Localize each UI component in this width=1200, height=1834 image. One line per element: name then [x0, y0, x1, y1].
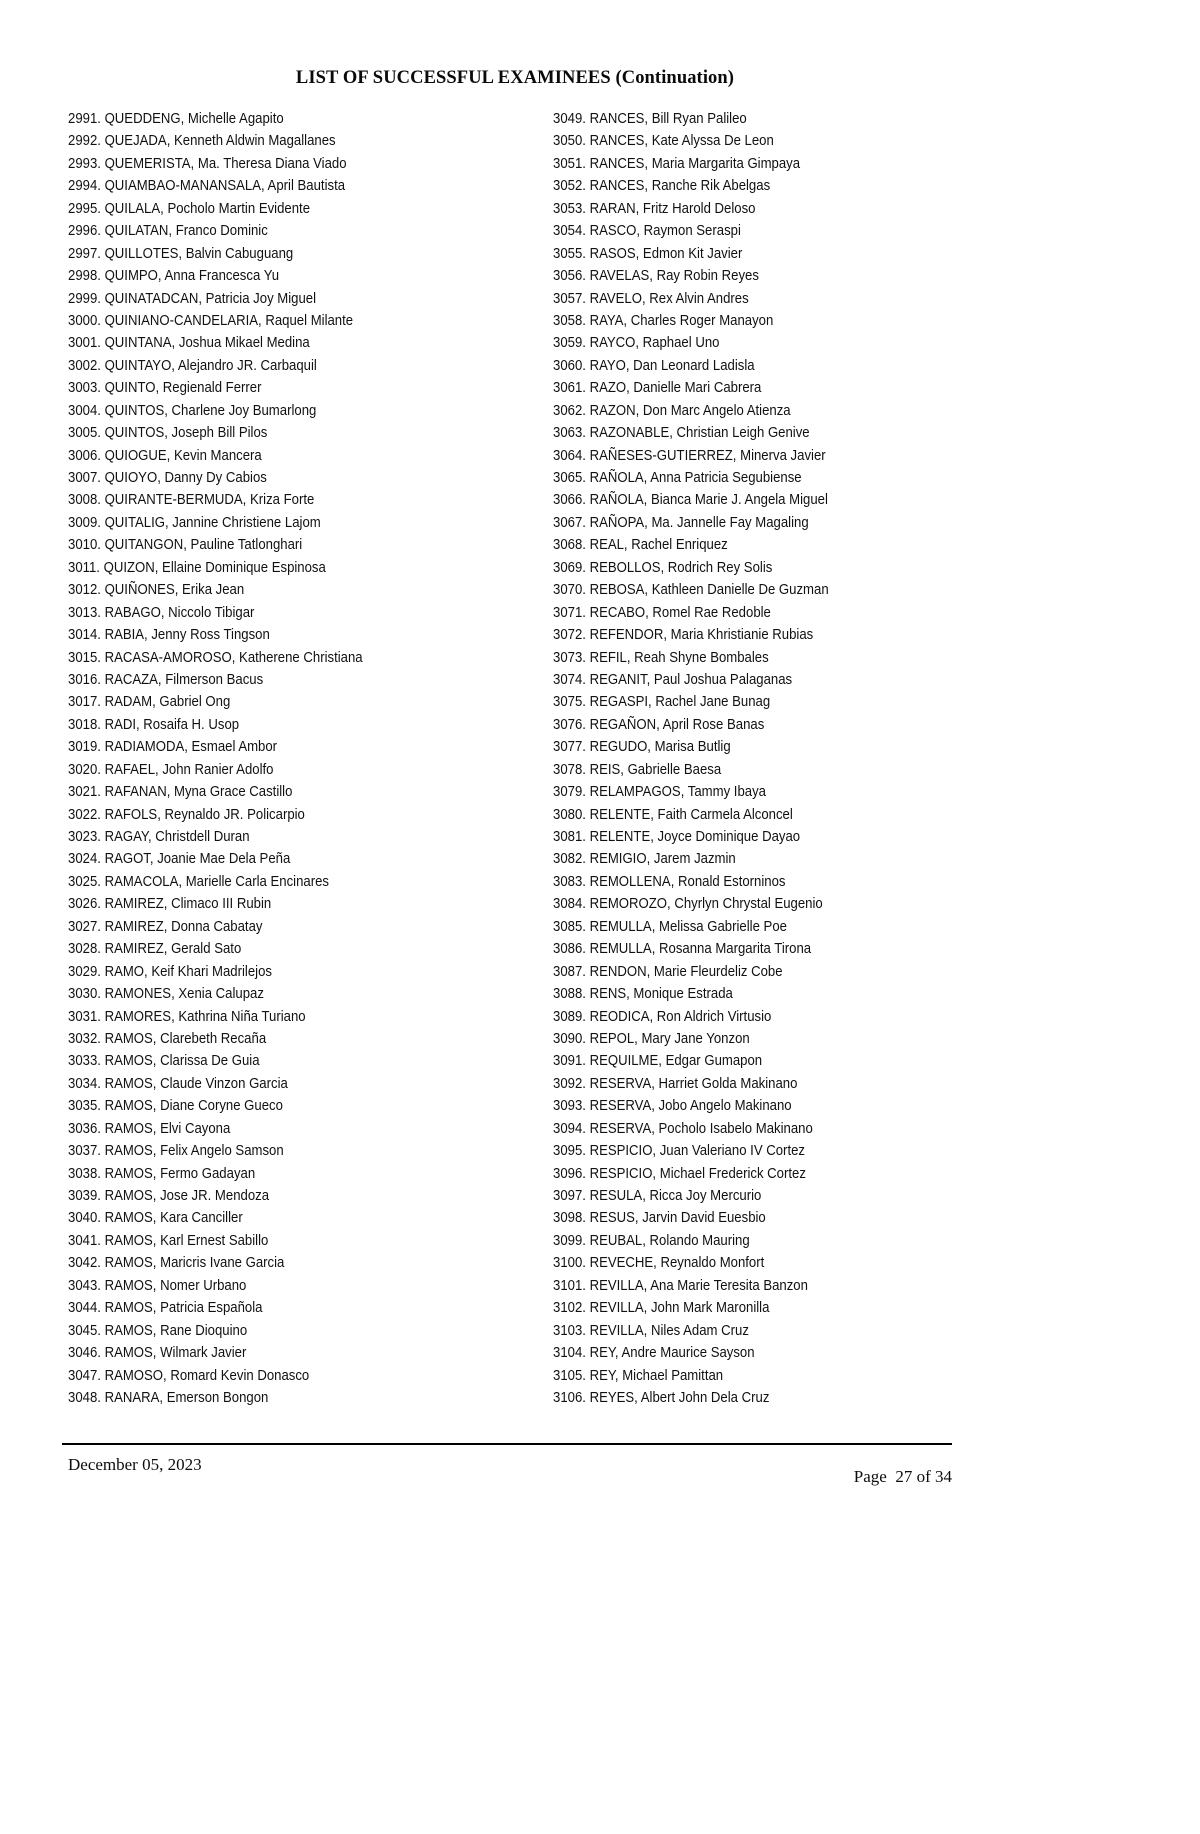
examinee-entry: 3097. RESULA, Ricca Joy Mercurio	[553, 1188, 762, 1204]
examinee-entry: 3053. RARAN, Fritz Harold Deloso	[553, 200, 756, 217]
examinee-entry: 3100. REVECHE, Reynaldo Monfort	[553, 1255, 765, 1272]
examinee-entry: 3047. RAMOSO, Romard Kevin Donasco	[68, 1367, 310, 1384]
examinee-entry: 3004. QUINTOS, Charlene Joy Bumarlong	[68, 402, 317, 419]
examinee-entry: 3091. REQUILME, Edgar Gumapon	[553, 1053, 763, 1070]
examinee-entry: 2991. QUEDDENG, Michelle Agapito	[68, 111, 284, 127]
examinee-entry: 3060. RAYO, Dan Leonard Ladisla	[553, 357, 755, 374]
examinee-entry: 3054. RASCO, Raymon Seraspi	[553, 223, 741, 240]
examinee-entry: 3096. RESPICIO, Michael Frederick Cortez	[553, 1165, 806, 1182]
examinee-entry: 3038. RAMOS, Fermo Gadayan	[68, 1165, 256, 1182]
examinee-entry: 3009. QUITALIG, Jannine Christiene Lajom	[68, 514, 321, 531]
examinee-entry: 3011. QUIZON, Ellaine Dominique Espinosa	[68, 559, 326, 576]
examinee-entry: 3074. REGANIT, Paul Joshua Palaganas	[553, 671, 793, 688]
examinee-entry: 2995. QUILALA, Pocholo Martin Evidente	[68, 200, 311, 217]
examinee-entry: 3025. RAMACOLA, Marielle Carla Encinares	[68, 873, 329, 890]
examinee-entry: 3002. QUINTAYO, Alejandro JR. Carbaquil	[68, 357, 317, 374]
examinee-entry: 3026. RAMIREZ, Climaco III Rubin	[68, 896, 272, 913]
examinee-entry: 3099. REUBAL, Rolando Mauring	[553, 1232, 750, 1249]
examinee-entry: 3101. REVILLA, Ana Marie Teresita Banzon	[553, 1277, 808, 1294]
examinee-entry: 3083. REMOLLENA, Ronald Estorninos	[553, 873, 786, 890]
examinee-entry: 3062. RAZON, Don Marc Angelo Atienza	[553, 402, 791, 419]
examinee-entry: 3071. RECABO, Romel Rae Redoble	[553, 604, 771, 621]
examinee-entry: 3094. RESERVA, Pocholo Isabelo Makinano	[553, 1120, 813, 1137]
examinee-entry: 3069. REBOLLOS, Rodrich Rey Solis	[553, 559, 773, 576]
examinee-entry: 3006. QUIOGUE, Kevin Mancera	[68, 447, 262, 464]
examinee-entry: 3033. RAMOS, Clarissa De Guia	[68, 1053, 260, 1070]
examinee-entry: 3020. RAFAEL, John Ranier Adolfo	[68, 761, 274, 778]
examinee-entry: 3010. QUITANGON, Pauline Tatlonghari	[68, 537, 303, 554]
examinee-entry: 3041. RAMOS, Karl Ernest Sabillo	[68, 1232, 269, 1249]
examinee-entry: 3001. QUINTANA, Joshua Mikael Medina	[68, 335, 310, 352]
examinee-entry: 3034. RAMOS, Claude Vinzon Garcia	[68, 1075, 288, 1092]
examinee-entry: 3018. RADI, Rosaifa H. Usop	[68, 716, 240, 733]
examinee-entry: 3092. RESERVA, Harriet Golda Makinano	[553, 1075, 798, 1092]
examinee-entry: 3106. REYES, Albert John Dela Cruz	[553, 1389, 770, 1406]
examinee-entry: 3058. RAYA, Charles Roger Manayon	[553, 312, 774, 329]
examinee-entry: 3000. QUINIANO-CANDELARIA, Raquel Milante	[68, 312, 354, 329]
examinee-entry: 3049. RANCES, Bill Ryan Palileo	[553, 111, 747, 127]
examinee-entry: 3022. RAFOLS, Reynaldo JR. Policarpio	[68, 806, 305, 823]
examinee-entry: 3090. REPOL, Mary Jane Yonzon	[553, 1030, 750, 1047]
examinee-entry: 3003. QUINTO, Regienald Ferrer	[68, 380, 262, 397]
examinee-entry: 3075. REGASPI, Rachel Jane Bunag	[553, 694, 771, 711]
examinee-entry: 3014. RABIA, Jenny Ross Tingson	[68, 627, 270, 644]
examinee-entry: 3005. QUINTOS, Joseph Bill Pilos	[68, 425, 268, 442]
examinee-entry: 3042. RAMOS, Maricris Ivane Garcia	[68, 1255, 285, 1272]
examinee-entry: 3016. RACAZA, Filmerson Bacus	[68, 671, 264, 688]
examinee-entry: 2994. QUIAMBAO-MANANSALA, April Bautista	[68, 178, 346, 195]
examinee-entry: 3051. RANCES, Maria Margarita Gimpaya	[553, 155, 801, 172]
examinee-entry: 3021. RAFANAN, Myna Grace Castillo	[68, 784, 293, 801]
examinee-entry: 3036. RAMOS, Elvi Cayona	[68, 1120, 231, 1137]
examinee-list	[0, 108, 1030, 1409]
examinee-entry: 3089. REODICA, Ron Aldrich Virtusio	[553, 1008, 772, 1025]
examinee-entry: 3031. RAMORES, Kathrina Niña Turiano	[68, 1008, 306, 1025]
examinee-entry: 3052. RANCES, Ranche Rik Abelgas	[553, 178, 771, 195]
examinee-entry: 3061. RAZO, Danielle Mari Cabrera	[553, 380, 762, 397]
examinee-entry: 3070. REBOSA, Kathleen Danielle De Guzman	[553, 582, 829, 599]
examinee-entry: 3007. QUIOYO, Danny Dy Cabios	[68, 470, 267, 486]
examinee-entry: 3032. RAMOS, Clarebeth Recaña	[68, 1030, 267, 1047]
footer-page-number: Page 27 of 34	[853, 1467, 952, 1486]
examinee-entry: 3059. RAYCO, Raphael Uno	[553, 335, 720, 352]
examinee-entry: 3103. REVILLA, Niles Adam Cruz	[553, 1322, 749, 1339]
examinee-entry: 2998. QUIMPO, Anna Francesca Yu	[68, 268, 280, 285]
examinee-entry: 3088. RENS, Monique Estrada	[553, 986, 733, 1003]
examinee-entry: 3046. RAMOS, Wilmark Javier	[68, 1345, 247, 1362]
examinee-entry: 3023. RAGAY, Christdell Duran	[68, 829, 250, 845]
examinee-entry: 3073. REFIL, Reah Shyne Bombales	[553, 649, 769, 666]
examinee-entry: 3035. RAMOS, Diane Coryne Gueco	[68, 1098, 283, 1115]
page-title: LIST OF SUCCESSFUL EXAMINEES (Continuation)	[295, 68, 735, 88]
examinee-entry: 3043. RAMOS, Nomer Urbano	[68, 1277, 247, 1294]
examinee-entry: 3084. REMOROZO, Chyrlyn Chrystal Eugenio	[553, 896, 823, 913]
examinee-entry: 2996. QUILATAN, Franco Dominic	[68, 223, 268, 240]
page-footer	[0, 1455, 1030, 1495]
examinee-entry: 3040. RAMOS, Kara Canciller	[68, 1210, 243, 1227]
examinee-entry: 3048. RANARA, Emerson Bongon	[68, 1389, 269, 1406]
examinee-entry: 3067. RAÑOPA, Ma. Jannelle Fay Magaling	[553, 514, 809, 531]
examinee-entry: 3027. RAMIREZ, Donna Cabatay	[68, 918, 263, 935]
examinee-entry: 3055. RASOS, Edmon Kit Javier	[553, 245, 743, 262]
examinee-entry: 3081. RELENTE, Joyce Dominique Dayao	[553, 829, 801, 845]
examinee-entry: 3019. RADIAMODA, Esmael Ambor	[68, 739, 278, 756]
examinee-entry: 3079. RELAMPAGOS, Tammy Ibaya	[553, 784, 766, 801]
examinee-entry: 3076. REGAÑON, April Rose Banas	[553, 716, 765, 733]
examinee-entry: 3015. RACASA-AMOROSO, Katherene Christiana	[68, 649, 363, 666]
examinee-entry: 3102. REVILLA, John Mark Maronilla	[553, 1300, 770, 1317]
examinee-entry: 3077. REGUDO, Marisa Butlig	[553, 739, 731, 756]
examinee-entry: 3066. RAÑOLA, Bianca Marie J. Angela Miguel	[553, 492, 828, 509]
examinee-entry: 3068. REAL, Rachel Enriquez	[553, 537, 728, 554]
examinee-entry: 3080. RELENTE, Faith Carmela Alconcel	[553, 806, 793, 823]
examinee-entry: 3098. RESUS, Jarvin David Euesbio	[553, 1210, 766, 1227]
examinee-entry: 3008. QUIRANTE-BERMUDA, Kriza Forte	[68, 492, 315, 509]
examinee-entry: 3045. RAMOS, Rane Dioquino	[68, 1322, 248, 1339]
footer-divider	[62, 1443, 952, 1445]
examinee-entry: 3085. REMULLA, Melissa Gabrielle Poe	[553, 918, 787, 935]
examinee-entry: 3082. REMIGIO, Jarem Jazmin	[553, 851, 736, 868]
examinee-entry: 3065. RAÑOLA, Anna Patricia Segubiense	[553, 470, 802, 486]
examinee-entry: 3064. RAÑESES-GUTIERREZ, Minerva Javier	[553, 447, 826, 464]
examinee-entry: 2993. QUEMERISTA, Ma. Theresa Diana Viado	[68, 155, 347, 172]
examinee-entry: 3039. RAMOS, Jose JR. Mendoza	[68, 1188, 270, 1204]
examinee-entry: 3057. RAVELO, Rex Alvin Andres	[553, 290, 749, 307]
examinee-entry: 3078. REIS, Gabrielle Baesa	[553, 761, 722, 778]
examinee-entry: 3013. RABAGO, Niccolo Tibigar	[68, 604, 255, 621]
examinee-entry: 3028. RAMIREZ, Gerald Sato	[68, 941, 242, 958]
examinee-entry: 3012. QUIÑONES, Erika Jean	[68, 582, 245, 599]
examinee-entry: 3063. RAZONABLE, Christian Leigh Genive	[553, 425, 810, 442]
examinee-column-left	[0, 108, 480, 1409]
examinee-entry: 3086. REMULLA, Rosanna Margarita Tirona	[553, 941, 812, 958]
footer-date: December 05, 2023	[68, 1455, 202, 1474]
examinee-column-right	[480, 108, 1030, 1409]
examinee-entry: 2997. QUILLOTES, Balvin Cabuguang	[68, 245, 294, 262]
examinee-entry: 3024. RAGOT, Joanie Mae Dela Peña	[68, 851, 291, 868]
examinee-entry: 3056. RAVELAS, Ray Robin Reyes	[553, 268, 759, 285]
examinee-entry: 2992. QUEJADA, Kenneth Aldwin Magallanes	[68, 133, 336, 150]
examinee-entry: 2999. QUINATADCAN, Patricia Joy Miguel	[68, 290, 317, 307]
examinee-entry: 3072. REFENDOR, Maria Khristianie Rubias	[553, 627, 814, 644]
examinee-entry: 3050. RANCES, Kate Alyssa De Leon	[553, 133, 774, 150]
examinee-entry: 3030. RAMONES, Xenia Calupaz	[68, 986, 264, 1003]
examinee-entry: 3093. RESERVA, Jobo Angelo Makinano	[553, 1098, 792, 1115]
examinee-entry: 3095. RESPICIO, Juan Valeriano IV Cortez	[553, 1143, 805, 1160]
examinee-entry: 3087. RENDON, Marie Fleurdeliz Cobe	[553, 963, 783, 980]
examinee-entry: 3044. RAMOS, Patricia Española	[68, 1300, 263, 1317]
examinee-entry: 3104. REY, Andre Maurice Sayson	[553, 1345, 755, 1362]
examinee-entry: 3029. RAMO, Keif Khari Madrilejos	[68, 963, 272, 980]
examinee-entry: 3105. REY, Michael Pamittan	[553, 1367, 724, 1384]
examinee-entry: 3017. RADAM, Gabriel Ong	[68, 694, 231, 711]
examinee-entry: 3037. RAMOS, Felix Angelo Samson	[68, 1143, 284, 1160]
